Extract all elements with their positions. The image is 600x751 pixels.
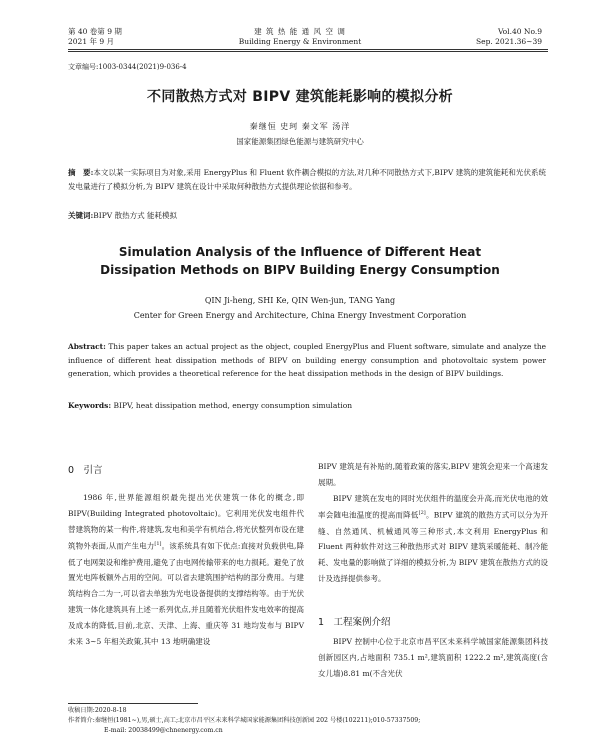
authors-en: QIN Ji-heng, SHI Ke, QIN Wen-jun, TANG Yang — [204, 296, 396, 305]
right-column-body — [318, 459, 548, 587]
header-rule-bottom — [68, 51, 548, 52]
journal-pages: Sep. 2021.36~39 — [476, 37, 542, 46]
right-col-para2-pre: BIPV 建筑在发电的同时光伏组件的温度会升高,而光伏电池的效率会随电池温度的提高而降低 — [318, 493, 548, 520]
keywords-cn-label: 关键词: — [68, 211, 94, 220]
keywords-cn-text: BIPV 散热方式 能耗模拟 — [93, 211, 177, 220]
abstract-cn-label: 摘 要: — [68, 168, 94, 177]
journal-date-cn: 2021 年 9 月 — [68, 37, 115, 46]
keywords-en — [68, 401, 352, 410]
citation-2: [2] — [418, 510, 426, 517]
section-0-heading: 0 引言 — [68, 465, 103, 476]
footnote-email: E-mail: 20038499@chnenergy.com.cn — [104, 727, 223, 734]
section-1-paragraph: BIPV 控制中心位于北京市昌平区未来科学城国家能源集团科技创新园区内,占地面积 735.1 m²,建筑面积 1222.2 m²,建筑高度(含女儿墙)8.81 m(不含光伏 — [318, 637, 548, 678]
footnote-author-info: 作者简介:秦继恒(1981~),男,硕士,高工;北京市昌平区未来科学城国家能源集团科技创新园 202 号楼(102211);010-57337509; — [68, 717, 421, 724]
section-1-body — [318, 634, 548, 681]
authors-cn: 秦继恒 史珂 秦文军 汤洋 — [249, 122, 351, 131]
journal-vol-no: Vol.40 No.9 — [497, 27, 542, 36]
section-0-body — [68, 490, 304, 649]
abstract-en-label: Abstract: — [68, 342, 106, 351]
title-en-line2: Dissipation Methods on BIPV Building Energy Consumption — [100, 263, 500, 277]
abstract-en — [68, 340, 546, 381]
journal-volume: 第 40 卷第 9 期 — [68, 27, 122, 36]
keywords-en-label: Keywords: — [68, 401, 112, 410]
abstract-en-text: This paper takes an actual project as the object, coupled EnergyPlus and Fluent software, simulate and analyze the influence of different heat dissipation methods of BIPV on building energy consumption and photovoltaic system power generation, which provides a theoretical reference for the heat dissipation methods in the design of BIPV buildings. — [68, 342, 546, 378]
citation-1: [1] — [154, 541, 162, 548]
keywords-en-text: BIPV, heat dissipation method, energy consumption simulation — [111, 401, 353, 410]
journal-title-cn: 建 筑 热 能 通 风 空 调 — [254, 27, 346, 36]
title-en — [0, 243, 600, 279]
right-col-para1: BIPV 建筑是有补贴的,随着政策的落实,BIPV 建筑会迎来一个高速发展期。 — [318, 462, 548, 487]
keywords-cn — [68, 210, 177, 221]
article-number: 文章编号:1003-0344(2021)9-036-4 — [68, 63, 187, 71]
footnote-rule — [68, 703, 198, 704]
right-col-para2-post: 。BIPV 建筑的散热方式可以分为开缝、自然通风、机械通风等三种形式,本文利用 EnergyPlus 和 Fluent 两种软件对这三种散热形式对 BIPV 建筑采暖能耗、制冷能耗、发电量的影响做了详细的模拟分析,为 BIPV 建筑在散热方式的设计及选择提供参考。 — [318, 510, 548, 584]
title-en-line1: Simulation Analysis of the Influence of Different Heat — [118, 245, 482, 259]
section-1-heading: 1 工程案例介绍 — [318, 617, 391, 628]
header-rule-top — [68, 49, 548, 50]
section-0-paragraph: 1986 年,世界能源组织最先提出光伏建筑一体化的概念,即 BIPV(Building Integrated photovoltaic)。它利用光伏发电组件代替建筑物的某一构件,将建筑,发电和美学有机结合,将光伏整列布设在建筑物外表面,从而产生电力 — [68, 493, 304, 551]
abstract-cn-text: 本文以某一实际项目为对象,采用 EnergyPlus 和 Fluent 软件耦合模拟的方法,对几种不同散热方式下,BIPV 建筑的建筑能耗和光伏系统发电量进行了模拟分析,为 BIPV 建筑在设计中采取何种散热方式提供理论依据和参考。 — [68, 168, 546, 191]
abstract-cn — [68, 166, 546, 194]
footnote-received: 收稿日期:2020-8-18 — [68, 707, 127, 714]
section-0-paragraph-cont: 。该系统具有如下优点:直接对负载供电,降低了电网架设和维护费用,避免了由电网传输带来的电力损耗。避免了放置光电阵板额外占用的空间。可以省去建筑围护结构的部分费用。与建筑结构合二为一,可以省去单独为光电设备提供的支撑结构等。由于光伏建筑一体化建筑具有上述一系列优点,并且随着光伏组件发电效率的提高及成本的降低,目前,北京、天津、上海、重庆等 31 地均发布与 BIPV 未来 3~5 年相关政策,其中 13 地明确建设 — [68, 541, 304, 646]
journal-vol-en — [476, 27, 542, 47]
title-cn: 不同散热方式对 BIPV 建筑能耗影响的模拟分析 — [147, 89, 453, 105]
affiliation-en: Center for Green Energy and Architecture, China Energy Investment Corporation — [133, 311, 467, 320]
affiliation-cn: 国家能源集团绿色能源与建筑研究中心 — [236, 137, 364, 146]
journal-title-en: Building Energy & Environment — [238, 37, 362, 46]
